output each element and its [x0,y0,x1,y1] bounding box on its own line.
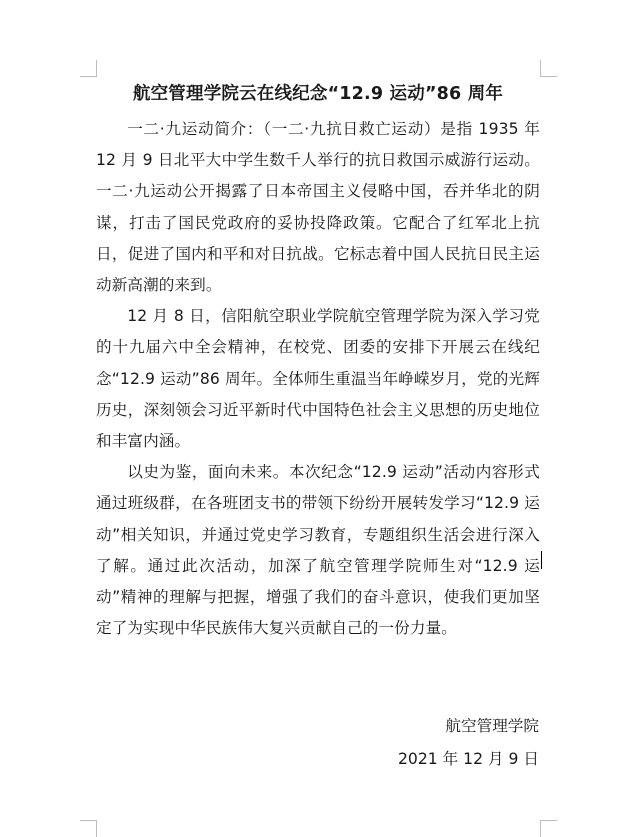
signature-date[interactable]: 2021 年 12 月 9 日 [397,750,539,768]
crop-mark-top-right [540,60,557,77]
document-title[interactable]: 航空管理学院云在线纪念“12.9 运动”86 周年 [132,84,504,104]
crop-mark-bottom-left [80,820,97,837]
paragraph-intro[interactable]: 一二·九运动简介：（一二·九抗日救亡运动）是指 1935 年 12 月 9 日北平大中学生数千人举行的抗日救国示威游行运动。一二·九运动公开揭露了日本帝国主义侵略中国，吞并华北的阴谋，打击了国民党政府的妥协投降政策。它配合了红军北上抗日，促进了国内和平和对日抗战。它标志着中国人民抗日民主运动新高潮的来到。 [96,120,540,295]
crop-mark-top-left [80,60,97,77]
document-body[interactable] [96,114,540,644]
text-cursor [541,551,542,569]
crop-mark-bottom-right [540,820,557,837]
signature-organization[interactable]: 航空管理学院 [445,717,539,735]
paragraph-summary[interactable]: 以史为鉴，面向未来。本次纪念“12.9 运动”活动内容形式通过班级群，在各班团支书的带领下纷纷开展转发学习“12.9 运动”相关知识，并通过党史学习教育，专题组织生活会进行深入了解。通过此次活动，加深了航空管理学院师生对“12.9 运动”精神的理解与把握，增强了我们的奋斗意识，使我们更加坚定了为实现中华民族伟大复兴贡献自己的一份力量。 [96,463,540,638]
paragraph-event[interactable]: 12 月 8 日，信阳航空职业学院航空管理学院为深入学习党的十九届六中全会精神，在校党、团委的安排下开展云在线纪念“12.9 运动”86 周年。全体师生重温当年峥嵘岁月，党的光辉历史，深刻领会习近平新时代中国特色社会主义思想的历史地位和丰富内涵。 [96,307,540,451]
